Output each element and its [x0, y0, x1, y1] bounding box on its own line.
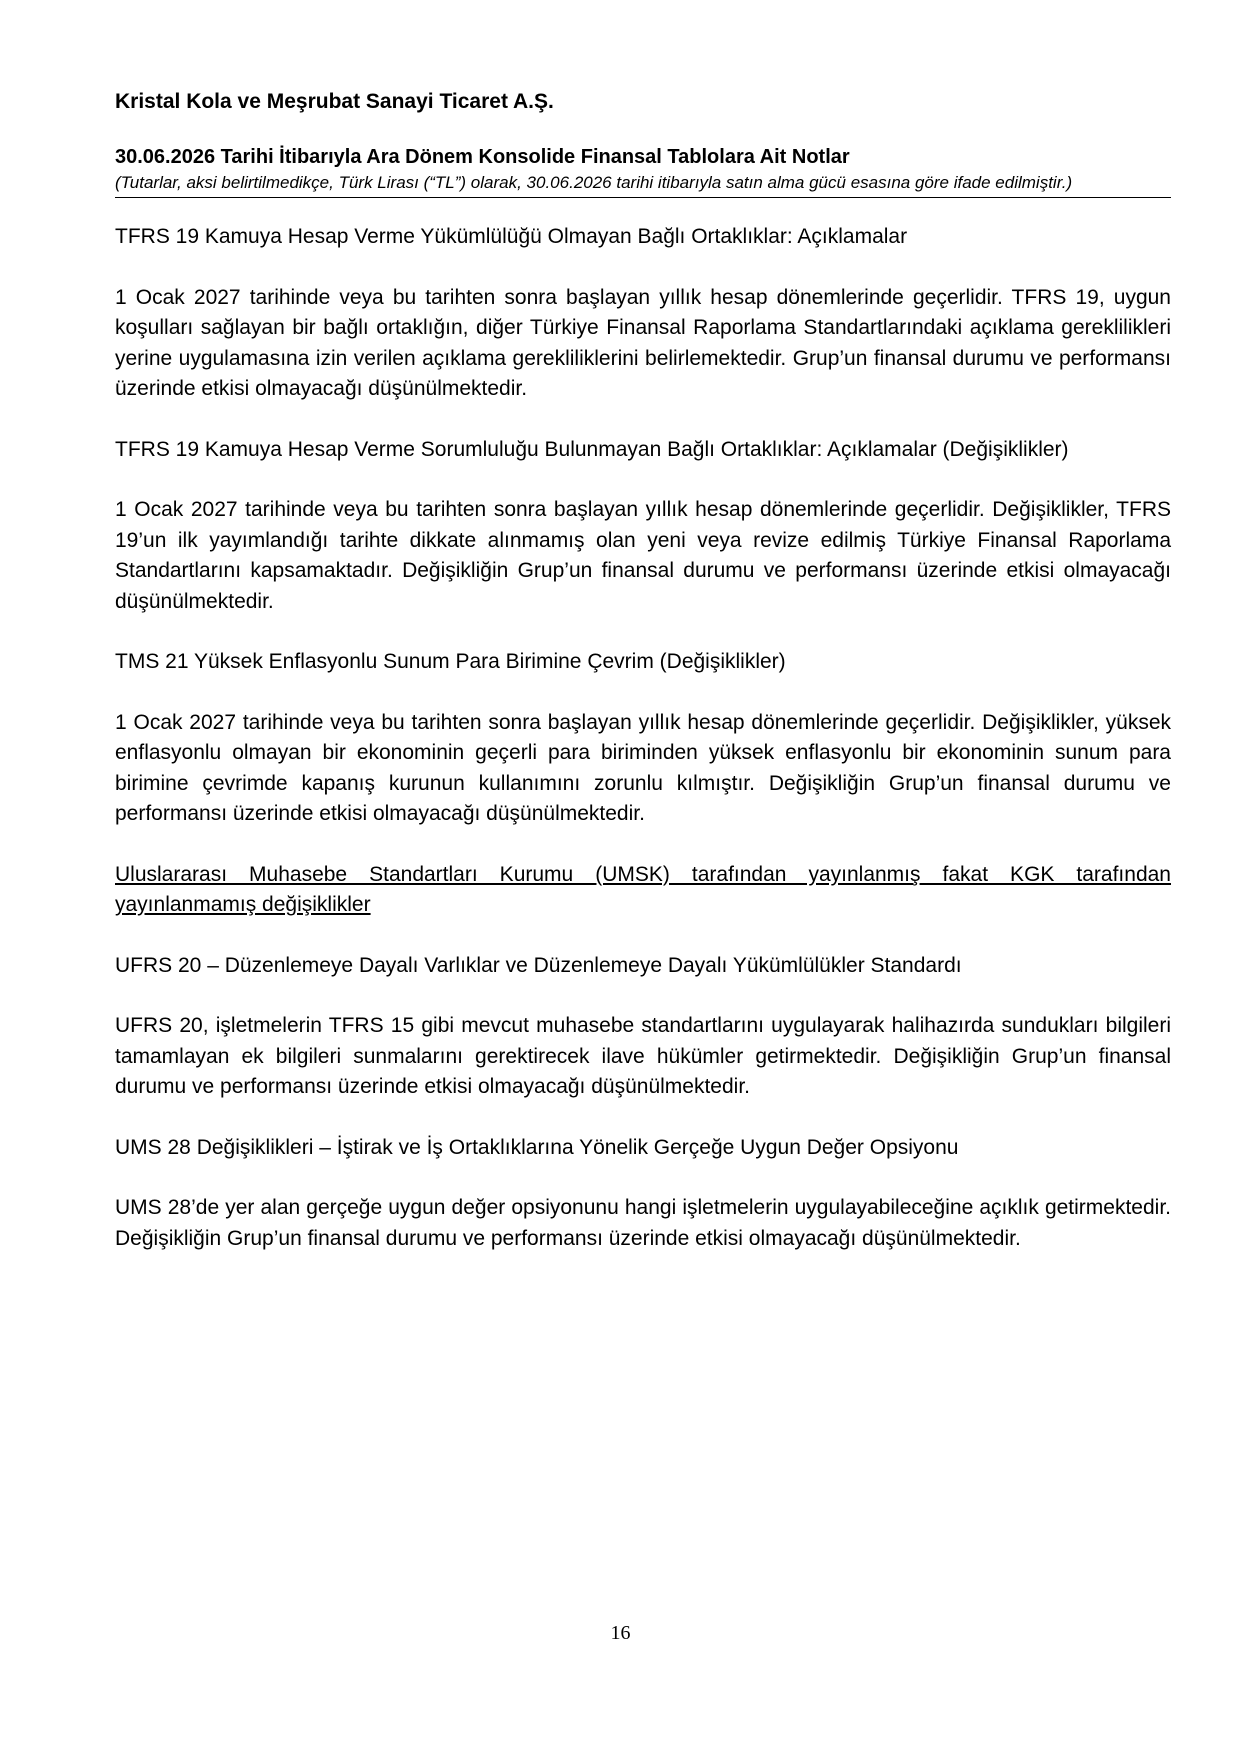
header-divider: [115, 197, 1171, 198]
section-body-tms21: 1 Ocak 2027 tarihinde veya bu tarihten sonra başlayan yıllık hesap dönemlerinde geçerlidir. Değişiklikler, yüksek enflasyonlu olmayan bir ekonominin geçerli para biriminden yüksek enflasyonlu bir ekonominin sunum para birimine çevrimde kapanış kurunun kullanımını zorunlu kılmıştır. Değişikliğin Grup’un finansal durumu ve performansı üzerinde etkisi olmayacağı düşünülmektedir.: [115, 710, 1171, 825]
section-heading-tfrs19: TFRS 19 Kamuya Hesap Verme Yükümlülüğü Olmayan Bağlı Ortaklıklar: Açıklamalar: [115, 225, 908, 248]
umsk-heading: Uluslararası Muhasebe Standartları Kurumu (UMSK) tarafından yayınlanmış fakat KGK tarafından yayınlanmamış değişiklikler: [115, 862, 1171, 916]
page-title: 30.06.2026 Tarihi İtibarıyla Ara Dönem Konsolide Finansal Tablolara Ait Notlar: [115, 146, 850, 168]
document-page: [115, 88, 1171, 1284]
section-body-ums28: UMS 28’de yer alan gerçeğe uygun değer opsiyonunu hangi işletmelerin uygulayabileceğine açıklık getirmektedir. Değişikliğin Grup’un finansal durumu ve performansı üzerinde etkisi olmayacağı düşünülmektedir.: [115, 1196, 1171, 1250]
section-heading-ums28: UMS 28 Değişiklikleri – İştirak ve İş Ortaklıklarına Yönelik Gerçeğe Uygun Değer Opsiyonu: [115, 1135, 959, 1159]
page-number: 16: [610, 1622, 631, 1644]
section-heading-tms21: TMS 21 Yüksek Enflasyonlu Sunum Para Birimine Çevrim (Değişiklikler): [115, 650, 786, 673]
section-heading-ufrs20: UFRS 20 – Düzenlemeye Dayalı Varlıklar ve Düzenlemeye Dayalı Yükümlülükler Standardı: [115, 953, 962, 977]
page-subtitle: (Tutarlar, aksi belirtilmedikçe, Türk Lirası (“TL”) olarak, 30.06.2026 tarihi itibarıyla satın alma gücü esasına göre ifade edilmiştir.): [115, 173, 1073, 192]
notes-content: [115, 222, 1171, 1254]
section-body-tfrs19: 1 Ocak 2027 tarihinde veya bu tarihten sonra başlayan yıllık hesap dönemlerinde geçerlidir. TFRS 19, uygun koşulları sağlayan bir bağlı ortaklığın, diğer Türkiye Finansal Raporlama Standartlarındaki açıklama gereklilikleri yerine uygulamasına izin verilen açıklama gerekliliklerini belirlemektedir. Grup’un finansal durumu ve performansı üzerinde etkisi olmayacağı düşünülmektedir.: [115, 285, 1171, 400]
section-body-tfrs19-amendments: 1 Ocak 2027 tarihinde veya bu tarihten sonra başlayan yıllık hesap dönemlerinde geçerlidir. Değişiklikler, TFRS 19’un ilk yayımlandığı tarihte dikkate alınmamış olan yeni veya revize edilmiş Türkiye Finansal Raporlama Standartlarını kapsamaktadır. Değişikliğin Grup’un finansal durumu ve performansı üzerinde etkisi olmayacağı düşünülmektedir.: [115, 498, 1171, 613]
section-heading-tfrs19-amendments: TFRS 19 Kamuya Hesap Verme Sorumluluğu Bulunmayan Bağlı Ortaklıklar: Açıklamalar (Değişiklikler): [115, 437, 1069, 461]
section-body-ufrs20: UFRS 20, işletmelerin TFRS 15 gibi mevcut muhasebe standartlarını uygulayarak halihazırda sundukları bilgileri tamamlayan ek bilgileri sunmalarını gerektirecek ilave hükümler getirmektedir. Değişikliğin Grup’un finansal durumu ve performansı üzerinde etkisi olmayacağı düşünülmektedir.: [115, 1014, 1171, 1098]
company-name: Kristal Kola ve Meşrubat Sanayi Ticaret A.Ş.: [115, 90, 554, 113]
